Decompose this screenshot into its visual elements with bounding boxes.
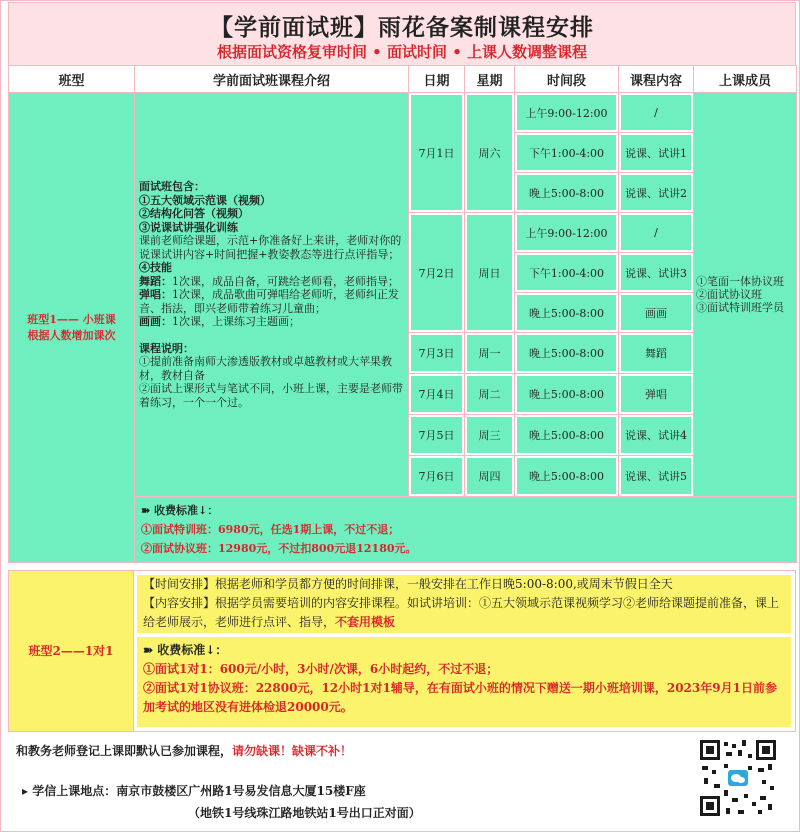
content-cell: /	[619, 93, 694, 133]
time-cell: 下午1:00-4:00	[515, 133, 619, 173]
time-cell: 晚上5:00-8:00	[515, 333, 619, 374]
time-cell: 上午9:00-12:00	[515, 93, 619, 133]
date-cell: 7月5日	[409, 415, 465, 456]
time-cell: 晚上5:00-8:00	[515, 374, 619, 415]
qr-code-icon	[698, 738, 778, 818]
course-intro: 面试班包含： ①五大领域示范课（视频） ②结构化问答（视频） ③说课试讲强化训练 课前老师给课题，示范+你准备好上来讲，老师对你的说课试讲内容+时间把握+教姿教态等进行点评指导； ④技能 舞蹈：1次课，成品自备，可跳给老师看，老师指导； 弹唱：1次课，成品歌曲可弹唱给老师听，老师纠正发音、指法，即兴老师带着练习儿童曲； 画画：1次课，上课练习主题画； 课程说明： ①提前准备南师大渗透版教材或卓越教材或大苹果教材，教材自备 ②面试上课形式与笔试不同，小班上课，主要是老师带着练习，一个一个过。	[135, 93, 409, 497]
time-cell: 晚上5:00-8:00	[515, 293, 619, 333]
table-header-row	[9, 66, 797, 93]
content-cell: 画画	[619, 293, 694, 333]
class-type-1: 班型1—— 小班课 根据人数增加课次	[9, 93, 135, 563]
subway-info: （地铁1号线珠江路地铁站1号出口正对面）	[188, 806, 421, 820]
col-header-date: 日期	[409, 66, 465, 93]
class2-section	[8, 570, 796, 732]
time-cell: 上午9:00-12:00	[515, 213, 619, 253]
col-header-time: 时间段	[515, 66, 619, 93]
content-cell: 说课、试讲4	[619, 415, 694, 456]
weekday-cell: 周一	[465, 333, 515, 374]
date-cell: 7月1日	[409, 93, 465, 213]
col-header-members: 上课成员	[694, 66, 797, 93]
content-cell: 说课、试讲3	[619, 253, 694, 293]
weekday-cell: 周四	[465, 456, 515, 497]
weekday-cell: 周三	[465, 415, 515, 456]
class2-fee: ➽ 收费标准↓： ①面试1对1：600元/小时，3小时/次课，6小时起约，不过不退； ②面试1对1协议班：22800元，12小时1对1辅导，在有面试小班的情况下赠送一期小班培训课，2023年9月1日前参加考试的地区没有进体检退20000元。	[137, 637, 791, 727]
time-cell: 晚上5:00-8:00	[515, 456, 619, 497]
time-cell: 晚上5:00-8:00	[515, 415, 619, 456]
schedule-table	[8, 65, 797, 563]
class2-arrangement: 【时间安排】根据老师和学员都方便的时间排课，一般安排在工作日晚5:00-8:00,或周末节假日全天 【内容安排】根据学员需要培训的内容安排课程。如试讲培训：①五大领域示范课视频学习②老师给课题提前准备，课上给老师展示，老师进行点评、指导，不套用模板	[137, 575, 791, 633]
col-header-weekday: 星期	[465, 66, 515, 93]
col-header-intro: 学前面试班课程介绍	[135, 66, 409, 93]
date-cell: 7月2日	[409, 213, 465, 333]
date-cell: 7月4日	[409, 374, 465, 415]
time-cell: 下午1:00-4:00	[515, 253, 619, 293]
footer	[8, 734, 794, 828]
page-subtitle: 根据面试资格复审时间 • 面试时间 • 上课人数调整课程	[216, 43, 588, 61]
content-cell: 舞蹈	[619, 333, 694, 374]
content-cell: 说课、试讲1	[619, 133, 694, 173]
date-cell: 7月6日	[409, 456, 465, 497]
page-title: 【学前面试班】雨花备案制课程安排	[210, 14, 594, 41]
register-notice: 和教务老师登记上课即默认已参加课程，请勿缺课！缺课不补！	[16, 744, 353, 758]
col-header-type: 班型	[9, 66, 135, 93]
content-cell: 弹唱	[619, 374, 694, 415]
weekday-cell: 周二	[465, 374, 515, 415]
col-header-content: 课程内容	[619, 66, 694, 93]
address: ▸ 学信上课地点：南京市鼓楼区广州路1号易发信息大厦15楼F座	[22, 784, 366, 798]
class-type-2: 班型2——1对1	[9, 571, 134, 731]
content-cell: /	[619, 213, 694, 253]
fee-section-1: ➽ 收费标准↓： ①面试特训班：6980元，任选1期上课，不过不退； ②面试协议班：12980元，不过扣800元退12180元。	[135, 497, 797, 563]
members-cell: ①笔面一体协议班 ②面试协议班 ③面试特训班学员	[694, 93, 797, 497]
weekday-cell: 周六	[465, 93, 515, 213]
content-cell: 说课、试讲2	[619, 173, 694, 213]
weekday-cell: 周日	[465, 213, 515, 333]
page-header	[8, 2, 796, 66]
time-cell: 晚上5:00-8:00	[515, 173, 619, 213]
date-cell: 7月3日	[409, 333, 465, 374]
content-cell: 说课、试讲5	[619, 456, 694, 497]
